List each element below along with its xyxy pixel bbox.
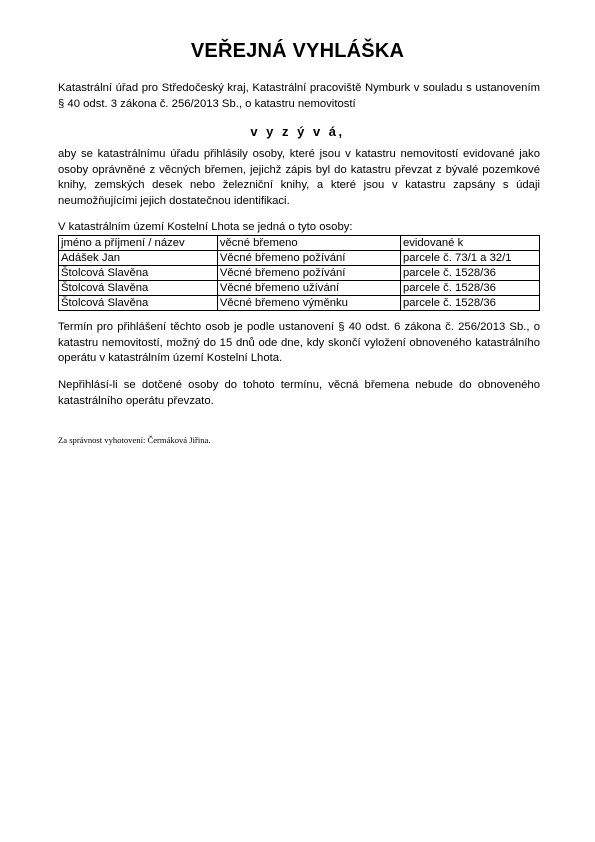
signature-line: Za správnost vyhotovení: Čermáková Jiřina. bbox=[58, 435, 211, 445]
calls-heading: v y z ý v á, bbox=[250, 124, 345, 139]
table-row bbox=[59, 266, 540, 281]
table-intro: V katastrálním území Kostelní Lhota se jedná o tyto osoby: bbox=[58, 221, 353, 233]
table-header-cell: evidované k bbox=[400, 236, 539, 251]
table-cell: Štolcová Slavěna bbox=[59, 296, 218, 311]
intro-paragraph: Katastrální úřad pro Středočeský kraj, Katastrální pracoviště Nymburk v souladu s ustanovením § 40 odst. 3 zákona č. 256/2013 Sb., o katastru nemovitostí bbox=[58, 82, 540, 110]
table-header-cell: jméno a příjmení / název bbox=[59, 236, 218, 251]
table-row bbox=[59, 281, 540, 296]
table-cell: Věcné břemeno užívání bbox=[217, 281, 400, 296]
persons-table bbox=[58, 235, 540, 311]
table-row bbox=[59, 296, 540, 311]
table-header-row bbox=[59, 236, 540, 251]
table-cell: Věcné břemeno požívání bbox=[217, 251, 400, 266]
table-cell: Věcné břemeno výměnku bbox=[217, 296, 400, 311]
notice-paragraph: Nepřihlásí-li se dotčené osoby do tohoto termínu, věcná břemena nebude do obnoveného katastrálního operátu převzato. bbox=[58, 379, 540, 407]
table-cell: Štolcová Slavěna bbox=[59, 266, 218, 281]
table-cell: parcele č. 1528/36 bbox=[400, 296, 539, 311]
body-paragraph: aby se katastrálnímu úřadu přihlásily osoby, které jsou v katastru nemovitostí evidované jako osoby oprávněné z věcných břemen, jejichž zápis byl do katastru převzat z bývalé pozemkové knihy, zemských desek nebo železniční knihy, a které jsou v katastru zapsány s údaji neumožňujícími jejich dostatečnou identifikaci. bbox=[58, 148, 540, 207]
table-cell: Adášek Jan bbox=[59, 251, 218, 266]
table-cell: Věcné břemeno požívání bbox=[217, 266, 400, 281]
table-cell: Štolcová Slavěna bbox=[59, 281, 218, 296]
term-paragraph: Termín pro přihlášení těchto osob je podle ustanovení § 40 odst. 6 zákona č. 256/2013 Sb., o katastru nemovitostí, možný do 15 dnů ode dne, kdy skončí vyložení obnoveného katastrálního operátu v katastrálním území Kostelní Lhota. bbox=[58, 321, 540, 364]
table-cell: parcele č. 1528/36 bbox=[400, 266, 539, 281]
table-cell: parcele č. 1528/36 bbox=[400, 281, 539, 296]
table-header-cell: věcné břemeno bbox=[217, 236, 400, 251]
table-cell: parcele č. 73/1 a 32/1 bbox=[400, 251, 539, 266]
table-row bbox=[59, 251, 540, 266]
document-title: VEŘEJNÁ VYHLÁŠKA bbox=[190, 40, 405, 62]
